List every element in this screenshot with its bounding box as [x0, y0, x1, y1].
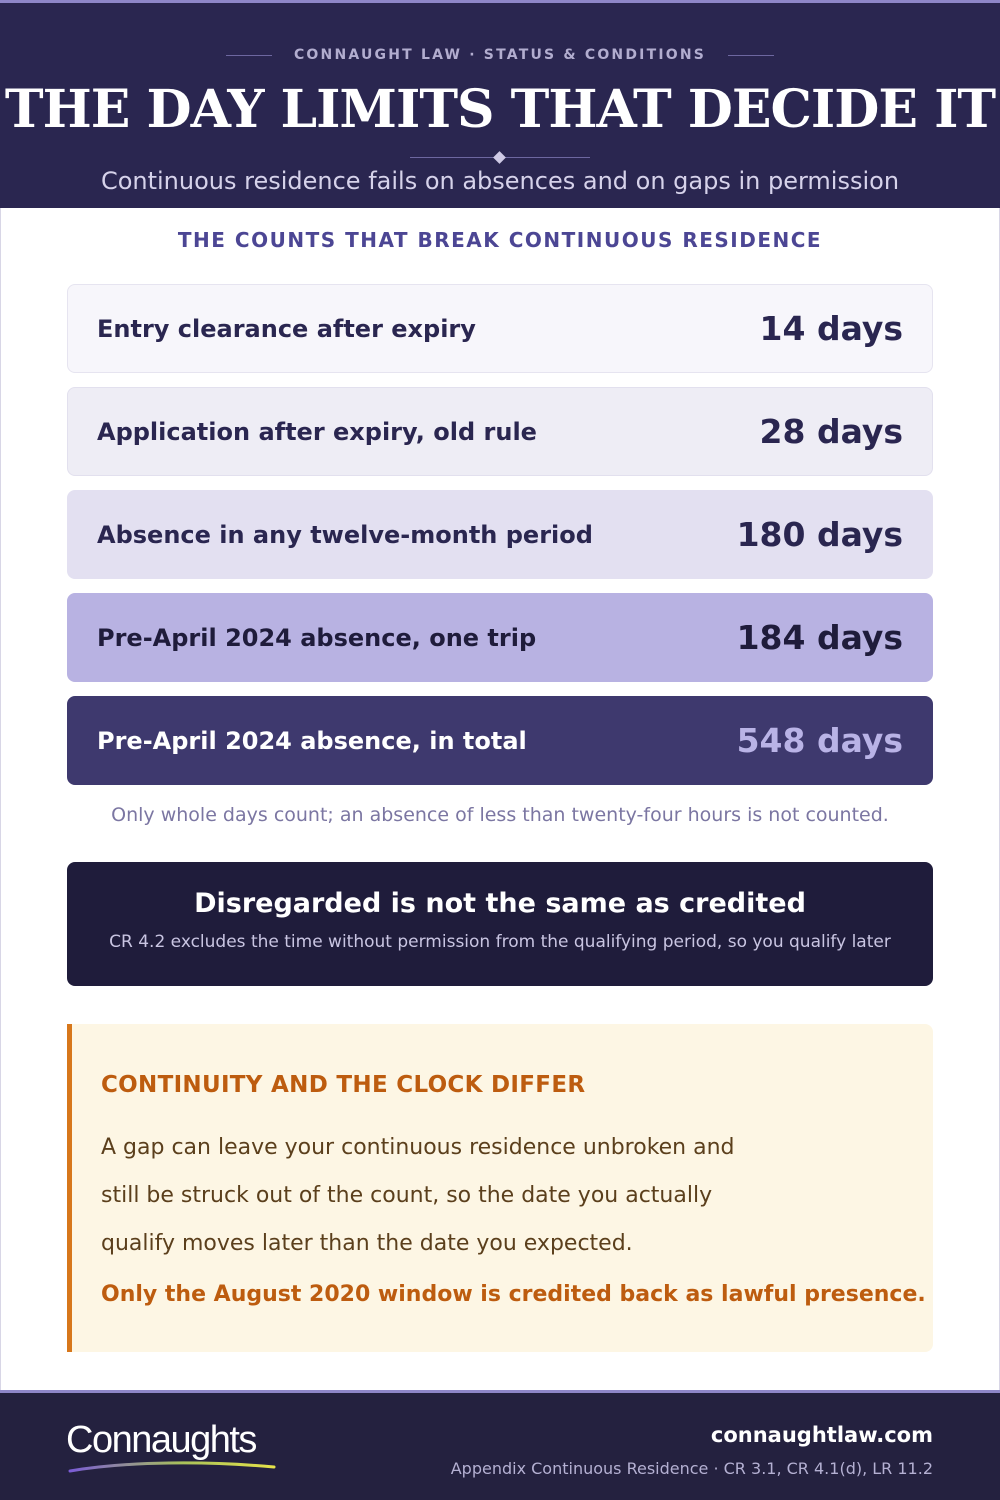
day-limit-row: [67, 593, 933, 682]
day-limit-value: 184 days: [736, 618, 903, 657]
day-limit-value: 548 days: [736, 721, 903, 760]
day-limit-label: Application after expiry, old rule: [97, 417, 537, 446]
page-title: THE DAY LIMITS THAT DECIDE IT: [4, 79, 996, 140]
eyebrow-rule-right: [728, 55, 774, 56]
day-limit-value: 14 days: [759, 309, 903, 348]
day-limit-label: Pre-April 2024 absence, in total: [97, 726, 527, 755]
section-title: THE COUNTS THAT BREAK CONTINUOUS RESIDENCE: [177, 228, 823, 252]
day-limit-label: Absence in any twelve-month period: [97, 520, 593, 549]
callout-subtext: CR 4.2 excludes the time without permission from the qualifying period, so you qualify later: [109, 932, 891, 952]
disregarded-callout: [67, 862, 933, 986]
header-banner: [0, 0, 1000, 208]
day-limit-label: Pre-April 2024 absence, one trip: [97, 623, 537, 652]
continuity-notebox: [67, 1024, 933, 1352]
callout-heading: Disregarded is not the same as credited: [194, 888, 806, 919]
diamond-ornament-icon: [493, 151, 506, 164]
day-limit-row: [67, 284, 933, 373]
day-limit-value: 28 days: [759, 412, 903, 451]
counting-note: Only whole days count; an absence of less than twenty-four hours is not counted.: [111, 804, 889, 826]
page-subtitle: Continuous residence fails on absences and on gaps in permission: [100, 167, 900, 195]
eyebrow-rule-left: [226, 55, 272, 56]
rule-references: Appendix Continuous Residence · CR 3.1, CR 4.1(d), LR 11.2: [450, 1459, 933, 1478]
connaughts-logo[interactable]: [66, 1415, 286, 1475]
notebox-emphasis: Only the August 2020 window is credited back as lawful presence.: [101, 1282, 926, 1307]
day-limit-row: [67, 696, 933, 785]
eyebrow-text: CONNAUGHT LAW · STATUS & CONDITIONS: [293, 47, 707, 63]
day-limit-value: 180 days: [736, 515, 903, 554]
notebox-body: A gap can leave your continuous residence unbroken and still be struck out of the count, so the date you actually qualify moves later than the date you expected.: [101, 1135, 735, 1256]
day-limit-label: Entry clearance after expiry: [97, 314, 476, 343]
site-link[interactable]: connaughtlaw.com: [710, 1423, 933, 1447]
eyebrow-row: [0, 47, 1000, 63]
day-limit-row: [67, 490, 933, 579]
footer-bar: [0, 1390, 1000, 1500]
logo-wordmark: Connaughts: [66, 1419, 256, 1461]
day-limit-row: [67, 387, 933, 476]
logo-swoosh-icon: [68, 1459, 278, 1475]
notebox-heading: CONTINUITY AND THE CLOCK DIFFER: [101, 1072, 586, 1098]
